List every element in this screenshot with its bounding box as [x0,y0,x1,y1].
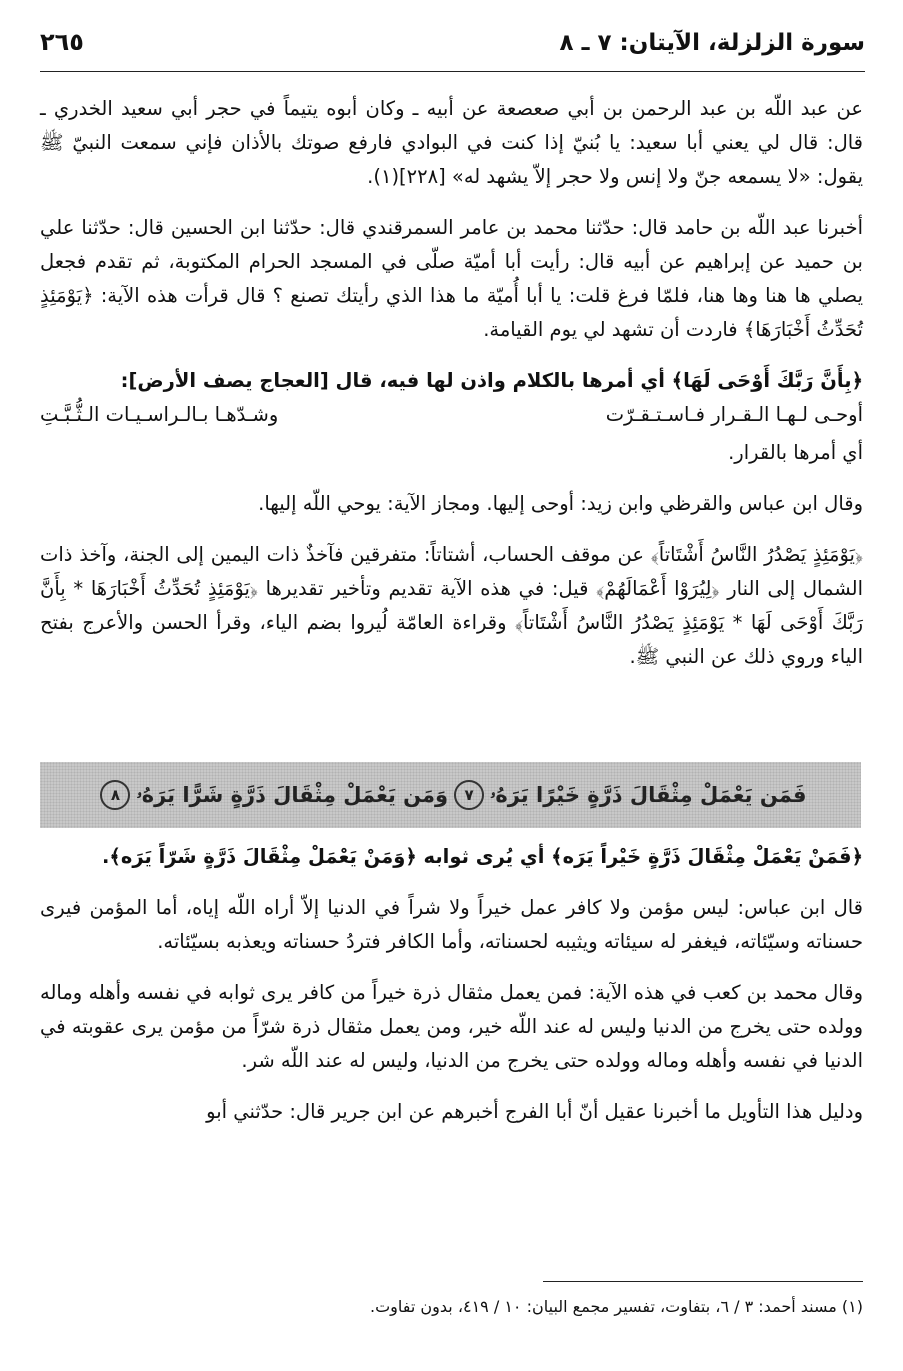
poem-hemistich-1: أوحـى لـهـا الـقـرار فـاسـتـقـرّت [605,403,863,426]
paragraph-hadith: عن عبد اللّه بن عبد الرحمن بن أبي صعصعة عن أبيه ـ وكان أبوه يتيماً في حجر أبي سعيد الخدري ـ قال: قال لي يعني أبا سعيد: يا بُنيّ إذا كنت في البوادي فارفع صوتك بالأذان فإني سمعت النبيّ ﷺ يقول: «لا يسمعه جنّ ولا إنس ولا حجر إلاّ يشهد له» [٢٢٨](١). [40,97,863,188]
paragraph-verse-6: ﴿يَوْمَئِذٍ يَصْدُرُ النَّاسُ أَشْتَاتاً﴾ عن موقف الحساب، أشتاتاً: متفرقين فآخذٌ ذات اليمين إلى الجنة، وآخذ ذات الشمال إلى النار ﴿لِيُرَوْا أَعْمَالَهُمْ﴾ قيل: في هذه الآية تقديم وتأخير تقديرها ﴿يَوْمَئِذٍ تُحَدِّثُ أَخْبَارَهَا * بِأَنَّ رَبَّكَ أَوْحَى لَهَا * يَوْمَئِذٍ يَصْدُرُ النَّاسُ أَشْتَاتاً﴾ وقراءة العامّة لُيروا بضم الياء، وقرأ الحسن والأعرج بفتح الياء وروي ذلك عن النبي ﷺ. [40,543,863,668]
poem-hemistich-2: وشـدّهـا بـالـراسـيـات الـثُّـبَّـتِ [40,403,279,426]
main-text-top [40,92,863,691]
paragraph-explanation: أي أمرها بالقرار. [728,441,863,464]
verse-7-text: فَمَن يَعْمَلْ مِثْقَالَ ذَرَّةٍ خَيْرًا يَرَهُۥ [490,782,807,807]
paragraph-evidence: ودليل هذا التأويل ما أخبرنا عقيل أنّ أبا الفرج أخبرهم عن ابن جرير قال: حدّثني أبو [206,1100,863,1123]
ayah-number-7: ٧ [454,780,484,810]
paragraph-verse-5: ﴿بِأَنَّ رَبَّكَ أَوْحَى لَهَا﴾ أي أمرها بالكلام واذن لها فيه، قال [العجاج يصف الأرض]: [120,369,863,392]
paragraph-ibn-abbas-2: قال ابن عباس: ليس مؤمن ولا كافر عمل خيراً ولا شراً في الدنيا إلاّ أراه اللّه إياه، أما المؤمن فيرى حسناته وسيّئاته، فيغفر له سيئاته ويثيبه لحسناته، وأما الكافر فتردُ حسناته ويعذبه بسيّئاته. [40,896,863,953]
footnote: (١) مسند أحمد: ٣ / ٦، بتفاوت، تفسير مجمع البيان: ١٠ / ٤١٩، بدون تفاوت. [370,1297,863,1316]
poem-line [40,398,863,432]
quran-verse-box [40,762,861,828]
header-rule [40,71,865,72]
running-header [40,22,865,72]
main-text-bottom [40,840,863,1146]
header-title: سورة الزلزلة، الآيتان: ٧ ـ ٨ [559,30,865,56]
paragraph-ibn-abbas-1: وقال ابن عباس والقرظي وابن زيد: أوحى إليها. ومجاز الآية: يوحي اللّه إليها. [258,492,863,515]
paragraph-ibn-kaab: وقال محمد بن كعب في هذه الآية: فمن يعمل مثقال ذرة خيراً من كافر يرى ثوابه في نفسه وأهله وماله وولده حتى يخرج من الدنيا وليس له عند اللّه خير، ومن يعمل مثقال ذرة شرّاً من مؤمن يرى عقوبته في الدنيا في نفسه وأهله وماله وولده حتى يخرج من الدنيا، وليس له عند اللّه شر. [40,981,863,1072]
paragraph-isnad: أخبرنا عبد اللّه بن حامد قال: حدّثنا محمد بن عامر السمرقندي قال: حدّثنا ابن الحسين قال: حدّثنا علي بن حميد عن إبراهيم عن أبيه قال: رأيت أبا أميّة صلّى في المسجد الحرام المكتوبة، ثم تقدم فجعل يصلي ها هنا وها هنا، فلمّا فرغ قلت: يا أبا أُميّة ما هذا الذي رأيتك تصنع ؟ قال قرأت هذه الآية: ﴿يَوْمَئِذٍ تُحَدِّثُ أَخْبَارَهَا﴾ فاردت أن تشهد لي يوم القيامة. [40,216,863,341]
ayah-number-8: ٨ [100,780,130,810]
page-number: ٢٦٥ [40,28,84,56]
verse-8-text: وَمَن يَعْمَلْ مِثْقَالَ ذَرَّةٍ شَرًّا يَرَهُۥ [136,782,449,807]
paragraph-verses-7-8: ﴿فَمَنْ يَعْمَلْ مِثْقَالَ ذَرَّةٍ خَيْراً يَرَه﴾ أي يُرى ثوابه ﴿وَمَنْ يَعْمَلْ مِثْقَالَ ذَرَّةٍ شَرّاً يَرَه﴾. [101,845,863,868]
footnote-rule [543,1281,863,1282]
